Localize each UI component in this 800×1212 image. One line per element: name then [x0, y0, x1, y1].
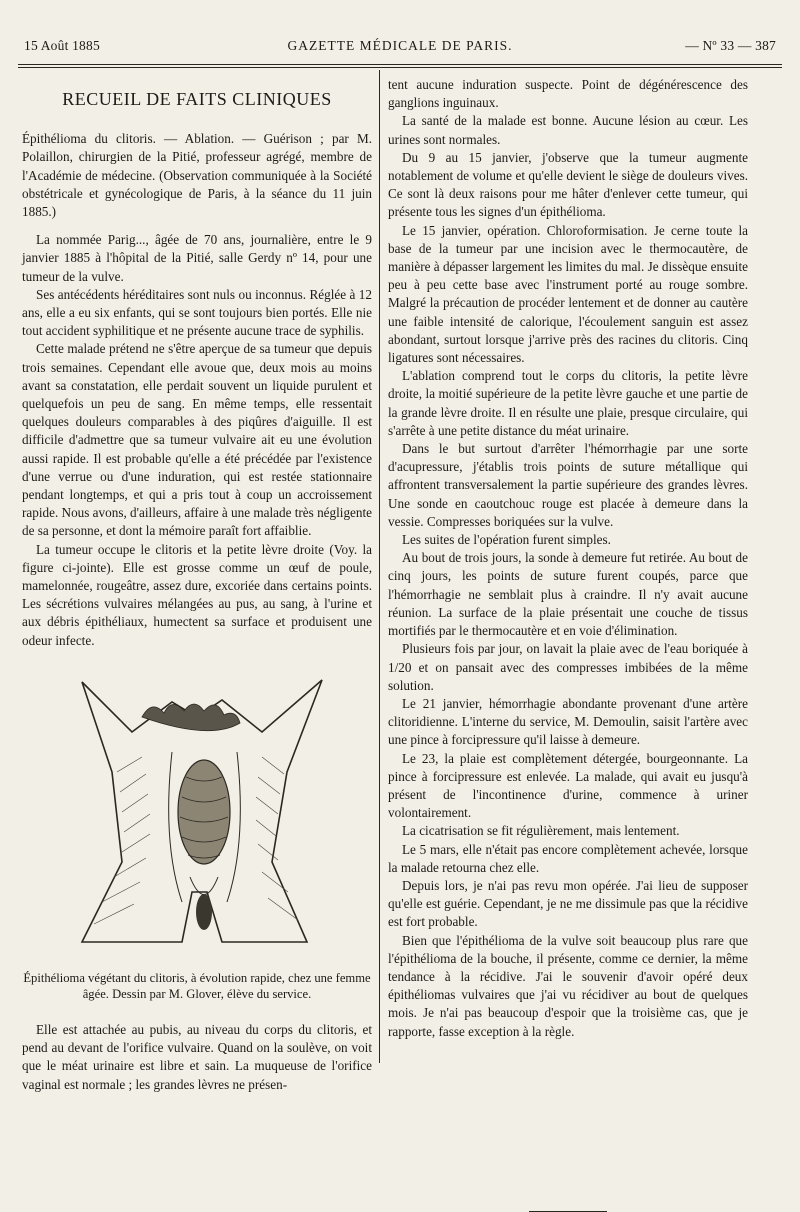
- section-title: RECUEIL DE FAITS CLINIQUES: [62, 89, 332, 109]
- paragraph: La tumeur occupe le clitoris et la petite lèvre droite (Voy. la figure ci-jointe). Elle est grosse comme un œuf de poule, mamelonnée, rougeâtre, assez dure, excoriée dans certains points. Les sécrétions vulvaires mélangées au pus, au sang, à l'urine et aux débris épithéliaux, humectent sa surface et produisent une odeur infecte.: [22, 541, 372, 648]
- paragraph: Depuis lors, je n'ai pas revu mon opérée. J'ai lieu de supposer qu'elle est guérie. Cependant, je ne me dissimule pas que la récidive est fort probable.: [388, 877, 748, 930]
- paragraph: Du 9 au 15 janvier, j'observe que la tumeur augmente notablement de volume et qu'elle devient le siège de douleurs vives. Ce sont là deux raisons pour me hâter d'enlever cette tumeur, qui présente tous les signes d'un épithélioma.: [388, 149, 748, 220]
- paragraph: La nommée Parig..., âgée de 70 ans, journalière, entre le 9 janvier 1885 à l'hôpital de la Pitié, salle Gerdy nº 14, pour une tumeur de la vulve.: [22, 232, 372, 284]
- observation-heading: Épithélioma du clitoris. — Ablation. — Guérison ; par M. Polaillon, chirurgien de la Pitié, professeur agrégé, membre de l'Académie de médecine. (Observation communiquée à la Société obstétricale et gynécologique de Paris, à la séance du 11 juin 1885.): [22, 131, 372, 220]
- paragraph: Au bout de trois jours, la sonde à demeure fut retirée. Au bout de cinq jours, les points de suture furent coupés, parce que l'hémorrhagie ne semblait plus à craindre. Il n'y avait aucune réunion. La surface de la plaie présentait une couche de tissus mortifiés par le thermocautère et en voie d'élimination.: [388, 550, 748, 639]
- clinical-illustration: [22, 662, 372, 962]
- paragraph: Ses antécédents héréditaires sont nuls ou inconnus. Réglée à 12 ans, elle a eu six enfants, qui se sont toujours bien portés. Elle nie tout accident syphilitique et ne présente aucune trace de syphilis.: [22, 286, 372, 339]
- paragraph: Plusieurs fois par jour, on lavait la plaie avec de l'eau boriquée à 1/20 et on pansait avec des compresses imbibées de la même solution.: [388, 641, 748, 693]
- paragraph-continuation: tent aucune induration suspecte. Point de dégénérescence des ganglions inguinaux.: [388, 77, 748, 111]
- header-date: 15 Août 1885: [24, 38, 100, 53]
- paragraph: Elle est attachée au pubis, au niveau du corps du clitoris, et pend au devant de l'orifice vulvaire. Quand on la soulève, on voit que le méat urinaire est libre et sain. La muqueuse de l'orifice vaginal est normale ; les grandes lèvres ne présen-: [22, 1021, 372, 1092]
- issue-page-number: — Nº 33 — 387: [685, 38, 776, 53]
- paragraph: Le 21 janvier, hémorrhagie abondante provenant d'une artère clitoridienne. L'interne du service, M. Demoulin, saisit l'artère avec une pince à forcipressure qu'il laisse à demeure.: [388, 695, 748, 748]
- header-rule-double: [18, 67, 782, 68]
- page-header: [24, 38, 776, 60]
- column-divider: [379, 70, 380, 1063]
- paragraph: Dans le but surtout d'arrêter l'hémorrhagie par une sorte d'acupressure, j'établis trois points de suture métallique qui affrontent transversalement la partie supérieure des grandes lèvres. Une sonde en caoutchouc rouge est placée à demeure dans la vessie. Compresses boriquées sur la vulve.: [388, 441, 748, 529]
- right-column: [388, 76, 748, 1212]
- paragraph: Les suites de l'opération furent simples.: [402, 532, 611, 548]
- paragraph: Le 15 janvier, opération. Chloroformisation. Je cerne toute la base de la tumeur par une incision avec le thermocautère, de manière à dépasser largement les limites du mal. Je dissèque ensuite peu à peu cette base avec l'instrument porté au rouge sombre. Malgré la précaution de procéder lentement et de donner au cautère une faible intensité de calorique, l'écoulement sanguin est assez abondant, surtout lorsque j'arrive près des racines du clitoris. Cinq ligatures sont nécessaires.: [388, 222, 748, 366]
- paragraph: L'ablation comprend tout le corps du clitoris, la petite lèvre droite, la moitié supérieure de la petite lèvre gauche et une partie de la grande lèvre droite. Il en résulte une plaie, presque circulaire, qui s'arrête à une petite distance du méat urinaire.: [388, 368, 748, 438]
- paragraph: La cicatrisation se fit régulièrement, mais lentement.: [402, 823, 680, 839]
- paragraph: Le 5 mars, elle n'était pas encore complètement achevée, lorsque la malade retourna chez elle.: [388, 841, 748, 875]
- paragraph: Le 23, la plaie est complètement détergée, bourgeonnante. La pince à forcipressure est enlevée. La malade, qui avait eu jusqu'à présent de l'incontinence d'urine, commence à uriner volontairement.: [388, 750, 748, 821]
- illustration-drawing: [22, 662, 372, 962]
- header-rule: [18, 64, 782, 65]
- left-column: [22, 80, 372, 1094]
- paragraph: Cette malade prétend ne s'être aperçue de sa tumeur que depuis trois semaines. Cependant elle avoue que, deux mois au moins avant sa constatation, elle perdait souvent un liquide purulent et quelquefois un peu de sang. En même temps, elle ressentait quelques douleurs comparables à des piqûres d'aiguille. Il est difficile d'admettre que sa tumeur vulvaire ait eu une évolution aussi rapide. Il est probable qu'elle a été précédée par l'existence d'une verrue ou d'une induration, qui est restée stationnaire pendant longtemps, et qui a pris tout à coup un accroissement rapide. Nous avons, d'ailleurs, affaire à une malade très négligente de sa personne, et dont la mémoire paraît fort affaiblie.: [22, 341, 373, 539]
- paragraph: Bien que l'épithélioma de la vulve soit beaucoup plus rare que l'épithélioma de la bouche, il présente, comme ce dernier, la même tendance à la récidive. J'ai le souvenir d'avoir opéré deux épithéliomas vulvaires que j'ai vu récidiver au bout de quelques mois. Je n'ai pas beaucoup d'espoir que la troisième cas, que je rapporte, fasse exception à la règle.: [388, 932, 748, 1039]
- journal-title: GAZETTE MÉDICALE DE PARIS.: [287, 38, 513, 53]
- paragraph: La santé de la malade est bonne. Aucune lésion au cœur. Les urines sont normales.: [388, 113, 748, 147]
- figure-caption: Épithélioma végétant du clitoris, à évolution rapide, chez une femme âgée. Dessin par M. Glover, élève du service.: [23, 970, 371, 1002]
